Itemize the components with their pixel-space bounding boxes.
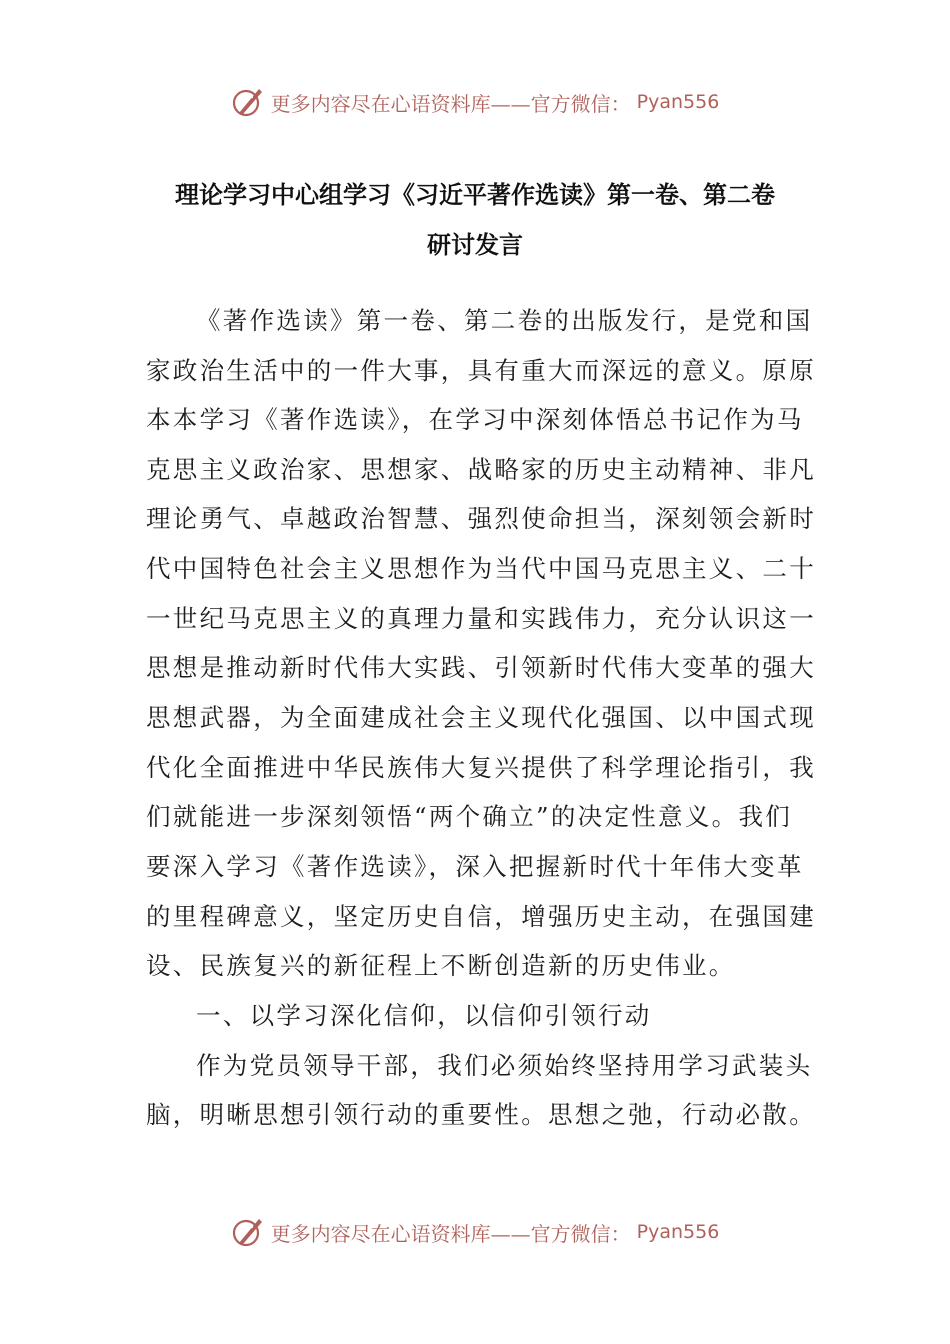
document-title-line-2: 研讨发言: [427, 231, 523, 259]
body-text-line: 要深入学习《著作选读》，深入把握新时代十年伟大变革: [146, 852, 804, 881]
body-text-line: 本本学习《著作选读》，在学习中深刻体悟总书记作为马: [146, 405, 804, 434]
section-heading: 一、以学习深化信仰，以信仰引领行动: [196, 1001, 652, 1030]
body-text-line: 思想是推动新时代伟大实践、引领新时代伟大变革的强大: [146, 653, 816, 682]
quill-pen-logo-icon: [231, 85, 265, 119]
body-text-line: 克思主义政治家、思想家、战略家的历史主动精神、非凡: [146, 455, 816, 484]
banner-contact: Pyan556: [636, 1221, 720, 1243]
body-text-line: 们就能进一步深刻领悟“两个确立”的决定性意义。我们: [146, 802, 793, 831]
body-text-line: 家政治生活中的一件大事，具有重大而深远的意义。原原: [146, 356, 816, 385]
body-text-line: 理论勇气、卓越政治智慧、强烈使命担当，深刻领会新时: [146, 504, 816, 533]
body-text-line: 思想武器，为全面建成社会主义现代化强国、以中国式现: [146, 703, 816, 732]
footer-watermark-banner: [0, 1212, 950, 1252]
banner-slogan: 更多内容尽在心语资料库——官方微信：: [270, 91, 631, 116]
body-text-line: 代化全面推进中华民族伟大复兴提供了科学理论指引，我: [146, 753, 816, 782]
body-text-line: 代中国特色社会主义思想作为当代中国马克思主义、二十: [146, 554, 816, 583]
banner-contact: Pyan556: [636, 91, 720, 113]
body-text-line: 一世纪马克思主义的真理力量和实践伟力，充分认识这一: [146, 604, 816, 633]
body-text-line: 的里程碑意义，坚定历史自信，增强历史主动，在强国建: [146, 902, 816, 931]
quill-pen-logo-icon: [231, 1215, 265, 1249]
header-watermark-banner: [0, 82, 950, 122]
body-text-line: 作为党员领导干部，我们必须始终坚持用学习武装头: [196, 1051, 813, 1080]
banner-slogan: 更多内容尽在心语资料库——官方微信：: [270, 1221, 631, 1246]
body-text-line: 设、民族复兴的新征程上不断创造新的历史伟业。: [146, 951, 736, 980]
body-text-line: 《著作选读》第一卷、第二卷的出版发行，是党和国: [196, 306, 813, 335]
body-text-line: 脑，明晰思想引领行动的重要性。思想之弛，行动必散。: [146, 1100, 816, 1129]
document-title-line-1: 理论学习中心组学习《习近平著作选读》第一卷、第二卷: [175, 181, 775, 209]
